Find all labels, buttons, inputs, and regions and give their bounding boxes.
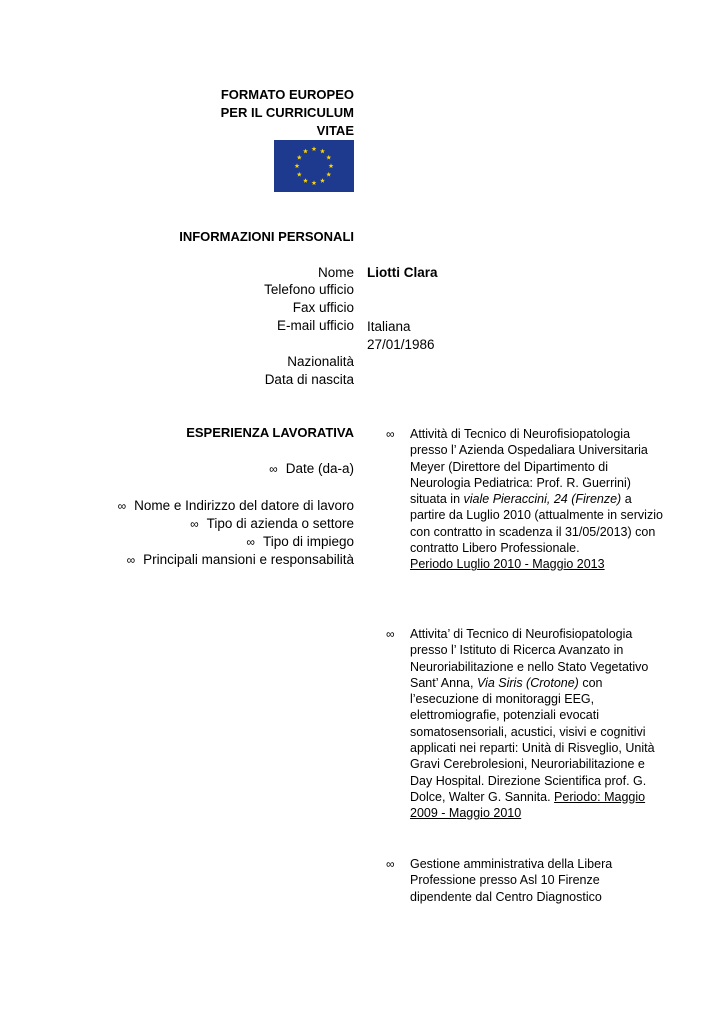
value-name: Liotti Clara bbox=[367, 265, 438, 280]
entry-2-text: Attivita’ di Tecnico di Neurofisiopatologia presso l’ Istituto di Ricerca Avanzato in Neuroriabilitazione e nello Stato Vegetativo Sant’ Anna, bbox=[410, 627, 649, 690]
label-employer bbox=[60, 497, 354, 515]
bullet-symbol: ∞ bbox=[117, 499, 127, 513]
bullet-symbol: ∞ bbox=[126, 553, 136, 567]
eu-flag-svg bbox=[274, 140, 354, 192]
flag-star bbox=[312, 180, 317, 185]
entry-3-text: Gestione amministrativa della Libera Professione presso Asl 10 Firenze dipendente dal Centro Diagnostico bbox=[410, 857, 613, 904]
entry-1-text: Attività di Tecnico di Neurofisiopatologia presso l’ Azienda Ospedaliara Universitaria Meyer (Direttore del Dipartimento di Neurologia Pediatrica: Prof. R. Guerrini) situata in bbox=[410, 427, 648, 507]
entry-3 bbox=[410, 856, 658, 905]
cv-title-line-3: VITAE bbox=[316, 123, 354, 138]
label-employer-text: Nome e Indirizzo del datore di lavoro bbox=[134, 498, 354, 513]
entry-1-text-cont: a partire da Luglio 2010 (attualmente in servizio con contratto in scadenza il 31/05/2013) con contratto Libero Professionale. bbox=[410, 492, 663, 556]
entry-1-period: Periodo Luglio 2010 - Maggio 2013 bbox=[410, 557, 605, 572]
cv-title-line-2: PER IL CURRICULUM bbox=[220, 105, 354, 120]
entry-1 bbox=[410, 426, 670, 573]
flag-star bbox=[297, 155, 302, 160]
cv-title-line-1: FORMATO EUROPEO bbox=[220, 87, 354, 102]
label-sector bbox=[60, 515, 354, 533]
flag-star bbox=[295, 163, 300, 168]
flag-star bbox=[312, 146, 317, 151]
flag-star bbox=[303, 149, 308, 154]
label-email-ufficio: E-mail ufficio bbox=[276, 318, 354, 333]
label-dates-text: Date (da-a) bbox=[285, 461, 354, 476]
section-heading-experience: ESPERIENZA LAVORATIVA bbox=[186, 425, 354, 440]
flag-star bbox=[320, 178, 325, 183]
flag-star bbox=[320, 149, 325, 154]
eu-flag-icon bbox=[274, 140, 354, 192]
label-nome: Nome bbox=[317, 265, 354, 280]
label-sector-text: Tipo di azienda o settore bbox=[206, 516, 354, 531]
flag-star bbox=[297, 172, 302, 177]
label-nazionalita: Nazionalità bbox=[287, 354, 354, 369]
label-telefono-ufficio: Telefono ufficio bbox=[264, 282, 354, 297]
label-job-type bbox=[60, 533, 354, 551]
entry-2-bullet: ∞ bbox=[386, 627, 395, 641]
entry-2-text-cont: con l’esecuzione di monitoraggi EEG, elettromiografie, potenziali evocati somatosensoriali, acustici, visivi e cognitivi applicati nei reparti: Unità di Risveglio, Unità Gravi Cerebrolesioni, Neuroriabilitazione e Day Hospital. Direzione Scientifica prof. G. Dolce, Walter G. Sannita. bbox=[410, 675, 655, 804]
value-birth-date: 27/01/1986 bbox=[367, 337, 435, 352]
label-dates bbox=[60, 460, 354, 478]
flag-star bbox=[303, 178, 308, 183]
flag-star bbox=[326, 155, 331, 160]
section-heading-personal: INFORMAZIONI PERSONALI bbox=[179, 229, 354, 244]
bullet-symbol: ∞ bbox=[246, 535, 255, 549]
entry-1-address: viale Pieraccini, 24 (Firenze) bbox=[463, 492, 622, 507]
entry-2 bbox=[410, 626, 670, 822]
entry-2-address: Via Siris (Crotone) bbox=[476, 675, 579, 690]
entry-2-period: Periodo: Maggio 2009 - Maggio 2010 bbox=[410, 789, 646, 821]
label-duties bbox=[20, 551, 354, 569]
bullet-symbol: ∞ bbox=[269, 462, 278, 476]
label-fax-ufficio: Fax ufficio bbox=[292, 300, 354, 315]
bullet-symbol: ∞ bbox=[190, 517, 199, 531]
cv-title bbox=[150, 86, 354, 140]
flag-star bbox=[329, 163, 334, 168]
flag-star bbox=[326, 172, 331, 177]
label-duties-text: Principali mansioni e responsabilità bbox=[143, 552, 354, 567]
entry-1-bullet: ∞ bbox=[386, 427, 395, 441]
entry-3-bullet: ∞ bbox=[386, 857, 395, 871]
label-data-di-nascita: Data di nascita bbox=[264, 372, 354, 387]
label-job-type-text: Tipo di impiego bbox=[262, 534, 354, 549]
value-nationality: Italiana bbox=[367, 319, 411, 334]
